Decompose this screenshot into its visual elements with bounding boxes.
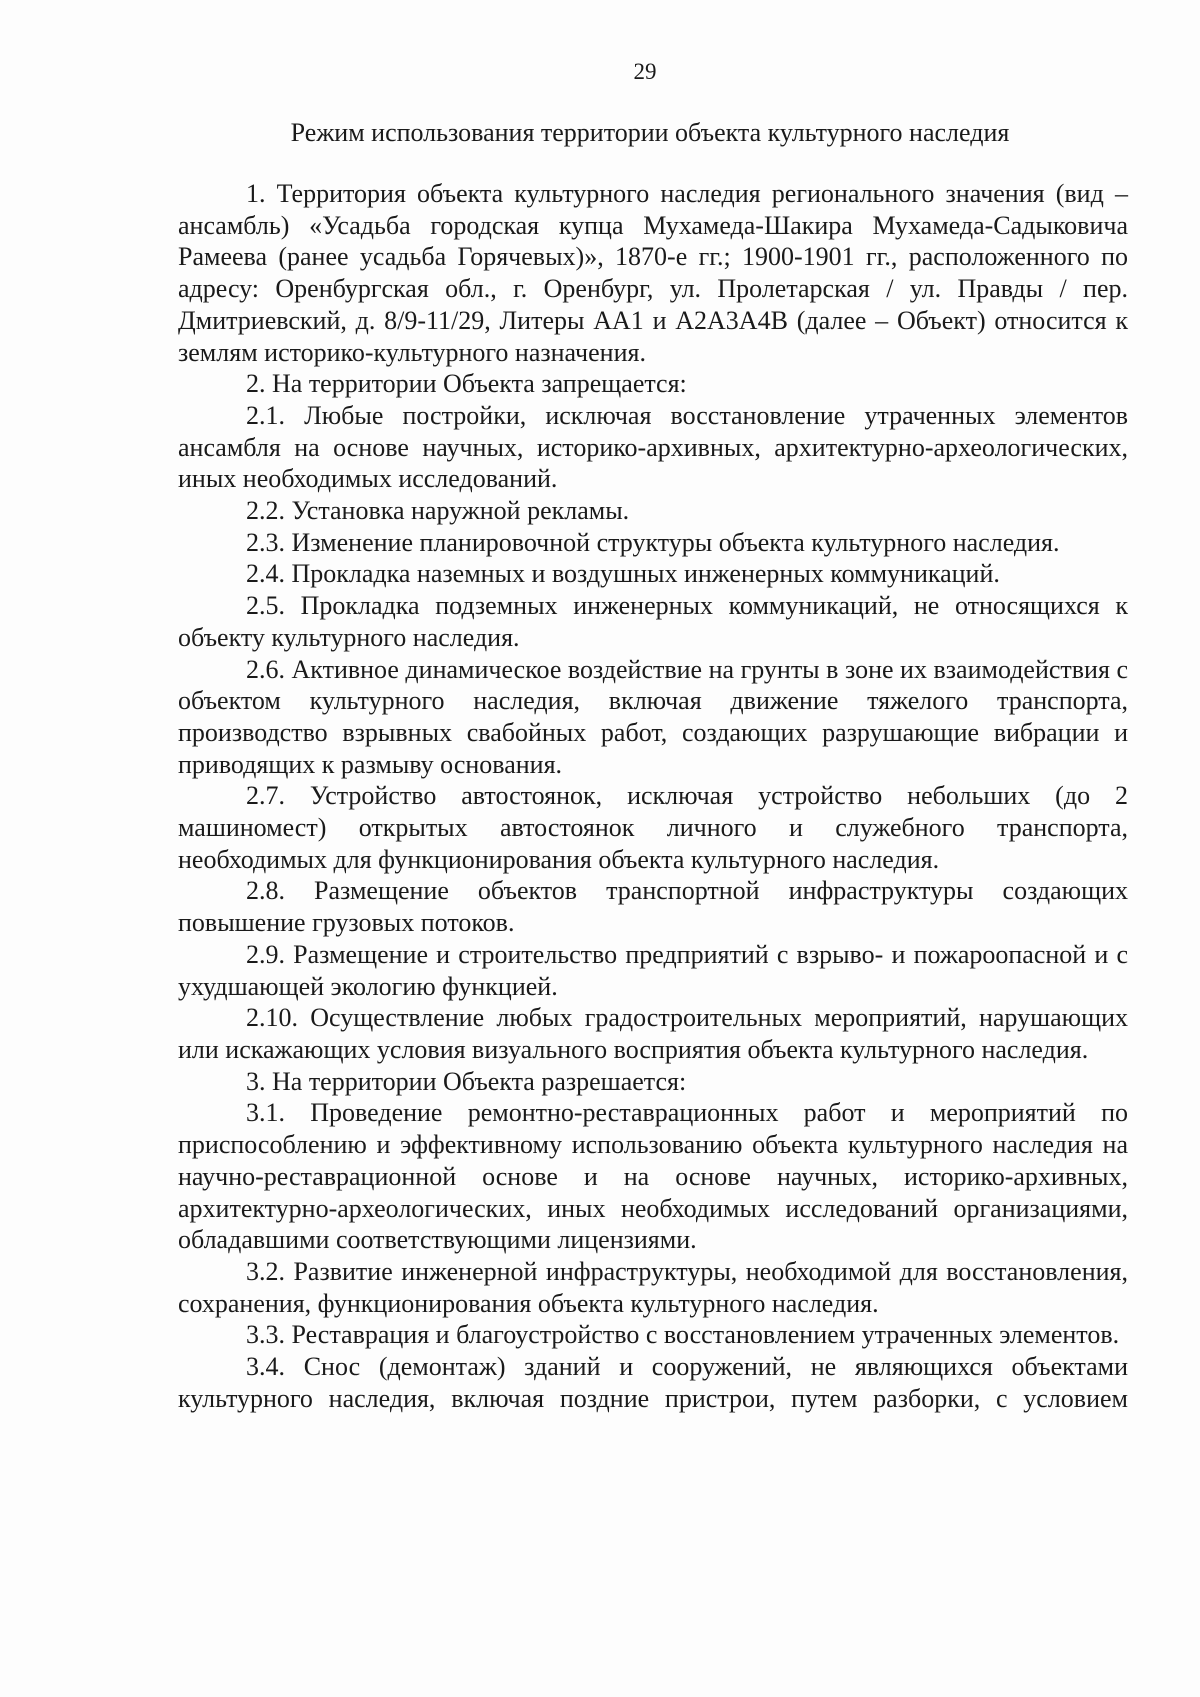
paragraph-3-3: 3.3. Реставрация и благоустройство с восстановлением утраченных элементов.: [246, 1320, 1120, 1350]
page-number: 29: [633, 59, 657, 84]
paragraph-2-6: 2.6. Активное динамическое воздействие на грунты в зоне их взаимодействия с объектом культурного наследия, включая движение тяжелого транспорта, производство взрывных свабойных работ, создающих разрушающие вибрации и приводящих к размыву основания.: [178, 654, 1128, 779]
paragraph-1: 1. Территория объекта культурного наследия регионального значения (вид – ансамбль) «Усадьба городская купца Мухамеда-Шакира Мухамеда-Садыковича Рамеева (ранее усадьба Горячевых)», 1870-е гг.; 1900-1901 гг., расположенного по адресу: Оренбургская обл., г. Оренбург, ул. Пролетарская / ул. Правды / пер. Дмитриевский, д. 8/9-11/29, Литеры АА1 и А2А3А4В (далее – Объект) относится к землям историко-культурного назначения.: [178, 179, 1128, 367]
paragraph-2-9: 2.9. Размещение и строительство предприятий с взрыво- и пожароопасной и с ухудшающей экологию функцией.: [178, 939, 1128, 1001]
paragraph-2-2: 2.2. Установка наружной рекламы.: [246, 496, 630, 526]
paragraph-3-4: 3.4. Снос (демонтаж) зданий и сооружений, не являющихся объектами культурного наследия, включая поздние пристрои, путем разборки, с условием: [178, 1352, 1128, 1413]
paragraph-2-5: 2.5. Прокладка подземных инженерных коммуникаций, не относящихся к объекту культурного наследия.: [178, 591, 1128, 652]
paragraph-2-3: 2.3. Изменение планировочной структуры объекта культурного наследия.: [246, 527, 1060, 557]
paragraph-2: 2. На территории Объекта запрещается:: [246, 369, 687, 399]
paragraph-2-4: 2.4. Прокладка наземных и воздушных инженерных коммуникаций.: [246, 559, 1000, 589]
paragraph-2-1: 2.1. Любые постройки, исключая восстановление утраченных элементов ансамбля на основе научных, историко-архивных, архитектурно-археологических, иных необходимых исследований.: [178, 400, 1128, 494]
document-title: Режим использования территории объекта культурного наследия: [290, 118, 1010, 147]
paragraph-2-8: 2.8. Размещение объектов транспортной инфраструктуры создающих повышение грузовых потоков.: [178, 876, 1128, 938]
paragraph-3-1: 3.1. Проведение ремонтно-реставрационных работ и мероприятий по приспособлению и эффективному использованию объекта культурного наследия на научно-реставрационной основе и на основе научных, историко-архивных, архитектурно-археологических, иных необходимых исследований организациями, обладавшими соответствующими лицензиями.: [178, 1098, 1128, 1255]
paragraph-3-2: 3.2. Развитие инженерной инфраструктуры, необходимой для восстановления, сохранения, функционирования объекта культурного наследия.: [178, 1256, 1128, 1318]
paragraph-2-10: 2.10. Осуществление любых градостроительных мероприятий, нарушающих или искажающих условия визуального восприятия объекта культурного наследия.: [178, 1003, 1128, 1064]
paragraph-3: 3. На территории Объекта разрешается:: [246, 1066, 687, 1096]
paragraph-2-7: 2.7. Устройство автостоянок, исключая устройство небольших (до 2 машиномест) открытых автостоянок личного и служебного транспорта, необходимых для функционирования объекта культурного наследия.: [178, 781, 1128, 874]
document-body: [178, 178, 1128, 1414]
